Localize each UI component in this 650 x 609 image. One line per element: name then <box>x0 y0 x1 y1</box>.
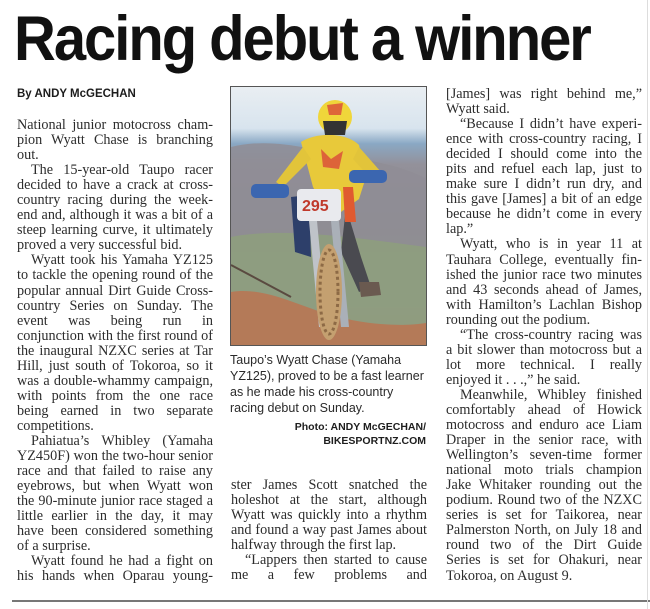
paragraph: ster James Scott snatched the holeshot at the start, although Wyatt was quickly into a rhythm and found a way past James about halfway through the first lap. <box>231 477 427 554</box>
right-edge-divider <box>647 0 648 609</box>
svg-text:295: 295 <box>302 198 329 215</box>
paragraph: The 15-year-old Taupo racer decided to have a crack at cross-country racing during the weekend and, although it was a bit of a steep learning curve, it ultimately proved a very successful bid. <box>17 162 213 254</box>
byline: By ANDY McGECHAN <box>17 88 136 100</box>
rider-illustration-icon <box>231 87 426 345</box>
paragraph: Wyatt took his Yamaha YZ125 to tackle the opening round of the popular annual Dirt Guide Cross-country Series on Sunday. The event was being run in conjunction with the first round of the inaugural NZXC series at Tar Hill, just south of Tokoroa, so it was a double-whammy campaign, with points from the one race being earned in two separate competitions. <box>17 252 213 434</box>
photo-caption: Taupo’s Wyatt Chase (Yamaha YZ125), proved to be a fast learner as he made his cross-country racing debut on Sunday. <box>230 353 424 415</box>
photo-credit-line-1: Photo: ANDY McGECHAN/ <box>294 421 426 433</box>
paragraph: Wyatt found he had a fight on his hands when Oparau young- <box>17 553 213 585</box>
paragraph: [James] was right behind me,” Wyatt said. <box>446 86 642 118</box>
article-column-3 <box>446 87 642 584</box>
paragraph: Pahiatua’s Whibley (Yamaha YZ450F) won the two-hour senior race and that failed to raise any eyebrows, but when Wyatt won the 90-minute junior race staged a little earlier in the day, it may have been considered something of a surprise. <box>17 432 213 555</box>
paragraph: Wyatt, who is in year 11 at Tauhara College, eventually finished the junior race two minutes and 43 seconds ahead of James, with Hamilton’s Lachlan Bishop rounding out the podium. <box>446 236 642 328</box>
paragraph: Meanwhile, Whibley finished comfortably ahead of Howick motocross and enduro ace Liam Draper in the senior race, with Wellington’s seven-time former national moto trials champion Jake Whitaker rounding out the podium. Round two of the NZXC series is set for Taikorea, near Palmerston North, on July 18 and round two of the Dirt Guide Series is set for Ohakuri, near Tokoroa, on August 9. <box>446 386 642 584</box>
motocross-rider-photo <box>230 86 427 346</box>
paragraph: “The cross-country racing was a bit slower than motocross but a lot more technical. I really enjoyed it . . .,” he said. <box>446 326 642 388</box>
paragraph: “Lappers then started to cause me a few problems and <box>231 552 427 584</box>
photo-credit <box>230 420 426 448</box>
paragraph: National junior motocross champion Wyatt Chase is branching out. <box>17 117 213 164</box>
article-column-1 <box>17 118 213 584</box>
photo-credit-line-2: BIKESPORTNZ.COM <box>323 435 426 447</box>
article-column-2 <box>231 478 427 583</box>
bottom-rule-divider <box>12 600 650 602</box>
paragraph: “Because I didn’t have experience with cross-country racing, I decided I should come into the pits and refuel each lap, just to make sure I didn’t run dry, and this gave [James] a bit of an edge because he didn’t come in every lap.” <box>446 116 642 238</box>
headline: Racing debut a winner <box>14 4 590 74</box>
